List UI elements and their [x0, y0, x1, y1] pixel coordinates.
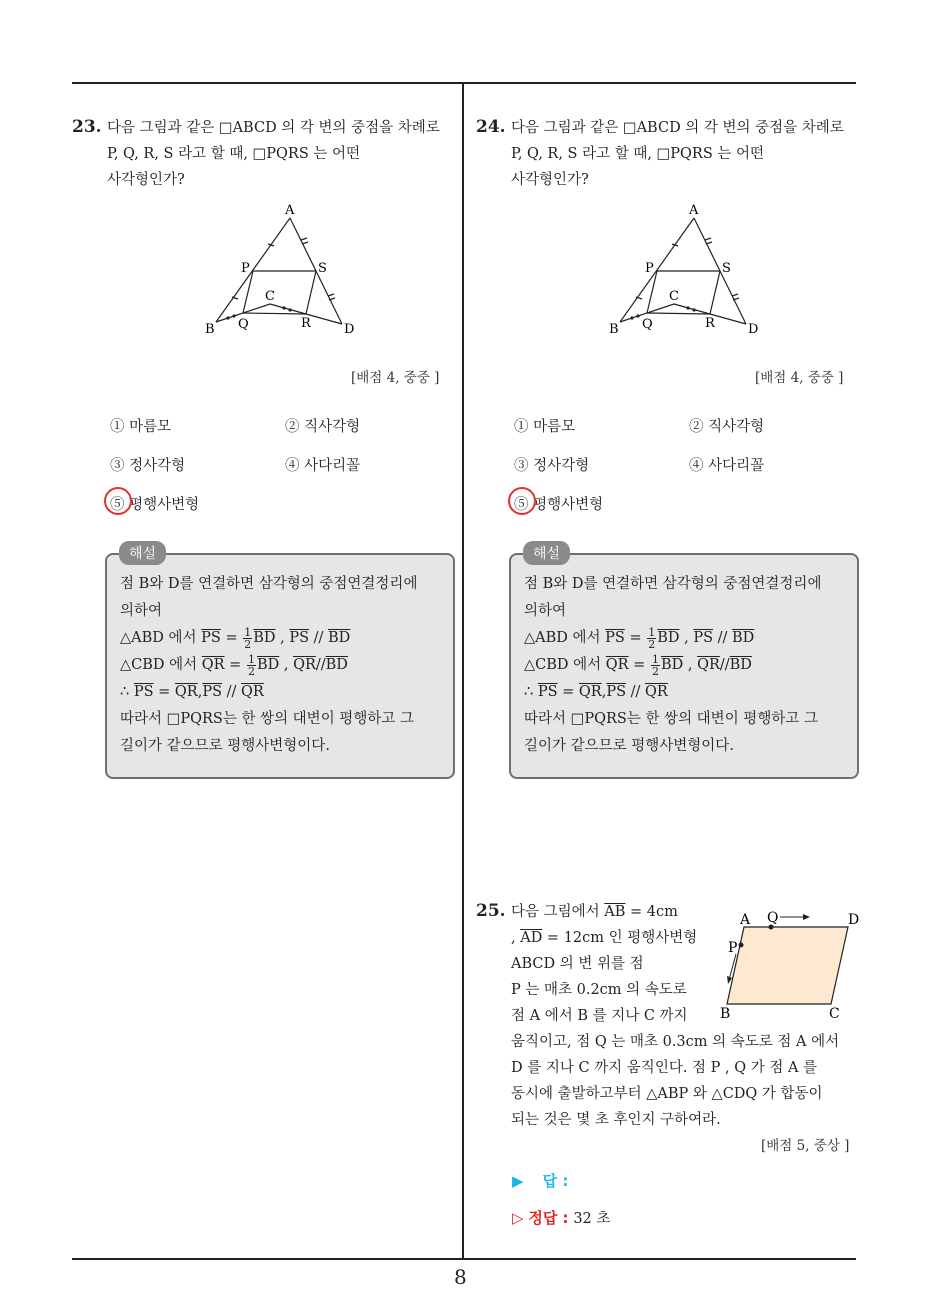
- question-text-long: [511, 1029, 861, 1133]
- label-P: P: [728, 940, 738, 956]
- question-number: 25.: [476, 901, 506, 921]
- explanation-tag: 해설: [119, 541, 166, 565]
- correct-label: 정답 :: [528, 1209, 569, 1227]
- correct-marker-icon: ▷: [512, 1209, 524, 1227]
- explanation-line: 의하여: [524, 603, 567, 619]
- explanation-line: ∴ $\overline{PS} = \overline{QR},\overline{PS} // \overline{QR}$: [524, 684, 668, 700]
- explanation-line: △CBD 에서 $\overline{QR}$ = $\frac{1}{2}$ $\overline{BD}$ , $\overline{QR}//\overline{BD}$: [524, 652, 752, 678]
- explanation-line: 길이가 같으므로 평행사변형이다.: [120, 738, 330, 754]
- explanation-line: 따라서 □PQRS는 한 쌍의 대변이 평행하고 그: [120, 711, 414, 727]
- bottom-rule: [72, 1258, 856, 1260]
- option-5[interactable]: ⑤ 평행사변형: [110, 497, 200, 513]
- quadrilateral-figure: [198, 200, 378, 340]
- question-line: P 는 매초 0.2cm 의 속도로: [511, 982, 687, 998]
- question-line: P, Q, R, S 라고 할 때, □PQRS 는 어떤: [107, 146, 360, 162]
- label-D: D: [344, 322, 355, 337]
- explanation-line: 따라서 □PQRS는 한 쌍의 대변이 평행하고 그: [524, 711, 818, 727]
- option-5[interactable]: ⑤ 평행사변형: [514, 497, 604, 513]
- label-Q: Q: [767, 910, 779, 926]
- question-line: ABCD 의 변 위를 점: [511, 956, 644, 972]
- question-line: 다음 그림과 같은 □ABCD 의 각 변의 중점을 차례로: [511, 120, 844, 136]
- question-line: 다음 그림에서 $\overline{AB} = 4cm$: [511, 904, 678, 920]
- answer-circle-mark: [104, 487, 132, 515]
- question-line: 점 A 에서 B 를 지나 C 까지: [511, 1008, 688, 1024]
- question-text: [107, 115, 467, 193]
- explanation-line: △ABD 에서 $\overline{PS}$ = $\frac{1}{2}$ $\overline{BD}$ , $\overline{PS} // \overline{BD}$: [524, 625, 755, 651]
- question-line: P, Q, R, S 라고 할 때, □PQRS 는 어떤: [511, 146, 764, 162]
- option-1[interactable]: ① 마름모: [110, 419, 172, 435]
- label-R: R: [301, 316, 311, 331]
- label-C: C: [265, 289, 275, 304]
- score: [배점 4, 중중 ]: [351, 370, 440, 386]
- quadrilateral-figure: [602, 200, 782, 340]
- explanation-line: 점 B와 D를 연결하면 삼각형의 중점연결정리에: [524, 576, 822, 592]
- question-line: 동시에 출발하고부터 △ABP 와 △CDQ 가 합동이: [511, 1086, 823, 1102]
- label-A: A: [285, 203, 295, 218]
- question-text: [511, 115, 871, 193]
- top-rule: [72, 82, 856, 84]
- answer-row: [512, 1170, 568, 1191]
- page-number: 8: [454, 1265, 467, 1289]
- explanation-box: [105, 546, 455, 779]
- score: [배점 5, 중상 ]: [761, 1138, 850, 1154]
- question-text-short: [511, 899, 721, 1029]
- answer-label: 답 :: [542, 1172, 569, 1190]
- label-A: A: [689, 203, 699, 218]
- label-B: B: [720, 1006, 731, 1022]
- question-line: 사각형인가?: [107, 172, 185, 188]
- explanation-line: ∴ $\overline{PS} = \overline{QR},\overline{PS} // \overline{QR}$: [120, 684, 264, 700]
- question-line: , $\overline{AD} = 12cm$ 인 평행사변형: [511, 930, 698, 946]
- parallelogram-figure: [716, 908, 866, 1023]
- explanation-line: △ABD 에서 $\overline{PS}$ = $\frac{1}{2}$ $\overline{BD}$ , $\overline{PS} // \overline{BD}$: [120, 625, 351, 651]
- center-divider: [462, 83, 464, 1259]
- label-B: B: [205, 322, 215, 337]
- label-Q: Q: [238, 317, 249, 332]
- option-1[interactable]: ① 마름모: [514, 419, 576, 435]
- correct-value: 32 초: [573, 1211, 611, 1227]
- answer-circle-mark: [508, 487, 536, 515]
- label-Q: Q: [642, 317, 653, 332]
- label-S: S: [722, 261, 731, 276]
- answer-marker-icon: ▶: [512, 1172, 524, 1190]
- question-number: 23.: [72, 117, 102, 137]
- option-4[interactable]: ④ 사다리꼴: [285, 458, 361, 474]
- question-line: 움직이고, 점 Q 는 매초 0.3cm 의 속도로 점 A 에서: [511, 1034, 840, 1050]
- explanation-box: [509, 546, 859, 779]
- label-R: R: [705, 316, 715, 331]
- explanation-line: 길이가 같으므로 평행사변형이다.: [524, 738, 734, 754]
- question-line: 사각형인가?: [511, 172, 589, 188]
- question-line: D 를 지나 C 까지 움직인다. 점 P , Q 가 점 A 를: [511, 1060, 818, 1076]
- label-S: S: [318, 261, 327, 276]
- label-D: D: [748, 322, 759, 337]
- explanation-tag: 해설: [523, 541, 570, 565]
- question-line: 다음 그림과 같은 □ABCD 의 각 변의 중점을 차례로: [107, 120, 440, 136]
- label-C: C: [669, 289, 679, 304]
- label-P: P: [241, 261, 250, 276]
- label-A: A: [740, 912, 751, 928]
- explanation-body: [120, 571, 440, 760]
- option-2[interactable]: ② 직사각형: [285, 419, 361, 435]
- explanation-line: △CBD 에서 $\overline{QR}$ = $\frac{1}{2}$ $\overline{BD}$ , $\overline{QR}//\overline{BD}$: [120, 652, 348, 678]
- option-4[interactable]: ④ 사다리꼴: [689, 458, 765, 474]
- option-2[interactable]: ② 직사각형: [689, 419, 765, 435]
- point-P-dot: [739, 943, 744, 948]
- question-line: 되는 것은 몇 초 후인지 구하여라.: [511, 1112, 721, 1128]
- label-P: P: [645, 261, 654, 276]
- option-3[interactable]: ③ 정사각형: [514, 458, 590, 474]
- parallelogram: [727, 927, 848, 1004]
- explanation-line: 점 B와 D를 연결하면 삼각형의 중점연결정리에: [120, 576, 418, 592]
- label-B: B: [609, 322, 619, 337]
- explanation-line: 의하여: [120, 603, 163, 619]
- correct-answer-row: [512, 1207, 610, 1228]
- option-3[interactable]: ③ 정사각형: [110, 458, 186, 474]
- label-C: C: [829, 1006, 840, 1022]
- question-number: 24.: [476, 117, 506, 137]
- explanation-body: [524, 571, 844, 760]
- score: [배점 4, 중중 ]: [755, 370, 844, 386]
- label-D: D: [848, 912, 860, 928]
